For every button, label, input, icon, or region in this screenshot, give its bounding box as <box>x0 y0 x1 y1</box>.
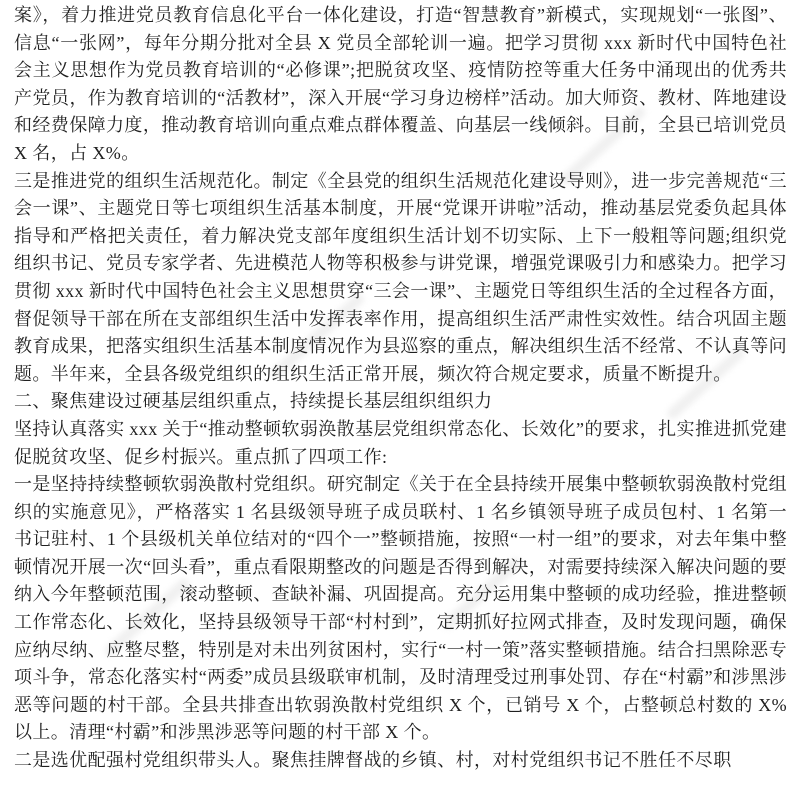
section-heading-grassroots-organization: 二、聚焦建设过硬基层组织重点，持续提长基层组织组织力 <box>14 391 493 412</box>
paragraph-village-leaders-truncated: 二是选优配强村党组织带头人。聚焦挂牌督战的乡镇、村，对村党组织书记不胜任不尽职 <box>14 750 732 771</box>
paragraph-rectification-intro: 坚持认真落实 xxx 关于“推动整顿软弱涣散基层党组织常态化、长效化”的要求，扎实推进抓党建促脱贫攻坚、促乡村振兴。重点抓了四项工作: <box>14 418 787 467</box>
document-body <box>14 2 787 775</box>
paragraph-education-platform: 案》，着力推进党员教育信息化平台一体化建设，打造“智慧教育”新模式，实现规划“一张图”、信息“一张网”，每年分期分批对全县 X 党员全部轮训一遍。把学习贯彻 xxx 新时代中国特色社会主义思想作为党员教育培训的“必修课”;把脱贫攻坚、疫情防控等重大任务中涌现出的优秀共产党员，作为教育培训的“活教材”，深入开展“学习身边榜样”活动。加大师资、教材、阵地建设和经费保障力度，推动教育培训向重点难点群体覆盖、向基层一线倾斜。目前，全县已培训党员 X 名，占 X%。 <box>14 5 787 163</box>
paragraph-weak-village-party-rectification: 一是坚持持续整顿软弱涣散村党组织。研究制定《关于在全县持续开展集中整顿软弱涣散村党组织的实施意见》，严格落实 1 名县级领导班子成员联村、1 名乡镇领导班子成员包村、1 名第一书记驻村、1 个县级机关单位结对的“四个一”整顿措施，按照“一村一组”的要求，对去年集中整顿情况开展一次“回头看”，重点看限期整改的问题是否得到解决，对需要持续深入解决问题的要纳入今年整顿范围，滚动整顿、查缺补漏、巩固提高。充分运用集中整顿的成功经验，推进整顿工作常态化、长效化，坚持县级领导干部“村村到”，定期抓好拉网式排查，及时发现问题，确保应纳尽纳、应整尽整，特别是对未出列贫困村，实行“一村一策”落实整顿措施。结合扫黑除恶专项斗争，常态化落实村“两委”成员县级联审机制，及时清理受过刑事处罚、存在“村霸”和涉黑涉恶等问题的村干部。全县共排查出软弱涣散村党组织 X 个，已销号 X 个，占整顿总村数的 X%以上。清理“村霸”和涉黑涉恶等问题的村干部 X 个。 <box>14 474 787 743</box>
paragraph-org-life-standardization: 三是推进党的组织生活规范化。制定《全县党的组织生活规范化建设导则》，进一步完善规范“三会一课”、主题党日等七项组织生活基本制度，开展“党课开讲啦”活动，推动基层党委负起具体指导和严格把关责任，着力解决党支部年度组织生活计划不切实际、上下一般粗等问题;组织党组织书记、党员专家学者、先进模范人物等积极参与讲党课，增强党课吸引力和感染力。把学习贯彻 xxx 新时代中国特色社会主义思想贯穿“三会一课”、主题党日等组织生活的全过程各方面，督促领导干部在所在支部组织生活中发挥表率作用，提高组织生活严肃性实效性。结合巩固主题教育成果，把落实组织生活基本制度情况作为县巡察的重点，解决组织生活不经常、不认真等问题。半年来，全县各级党组织的组织生活正常开展，频次符合规定要求，质量不断提升。 <box>14 170 787 384</box>
